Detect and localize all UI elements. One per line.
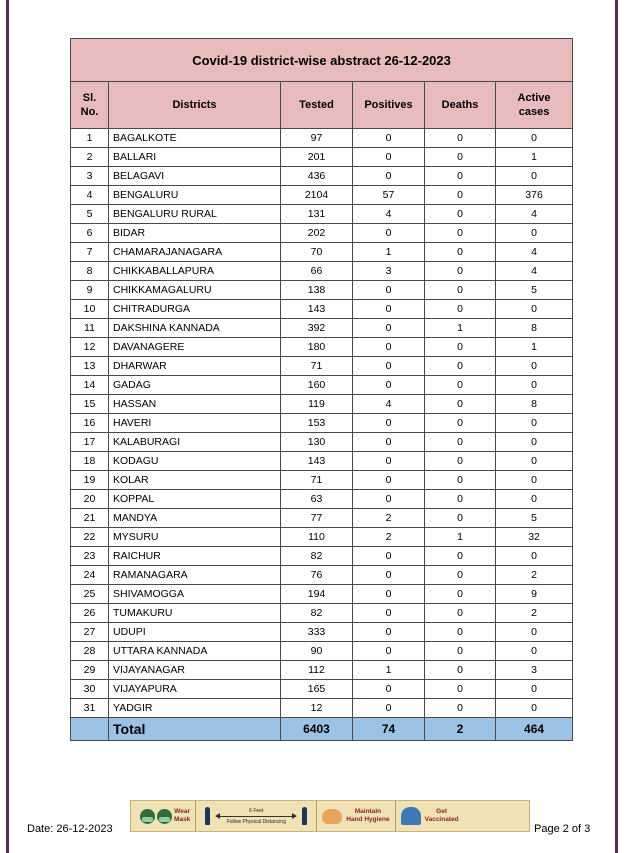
- deaths-cell: 0: [425, 186, 496, 205]
- deaths-cell: 0: [425, 661, 496, 680]
- positives-cell: 2: [353, 528, 425, 547]
- district-cell: BAGALKOTE: [109, 129, 281, 148]
- tested-cell: 194: [281, 585, 353, 604]
- table-row: [71, 205, 573, 224]
- sl-no-cell: 17: [71, 433, 109, 452]
- deaths-cell: 0: [425, 205, 496, 224]
- mask-face-icon: [140, 809, 155, 824]
- table-row: [71, 376, 573, 395]
- active-cell: 0: [496, 623, 573, 642]
- active-cell: 0: [496, 471, 573, 490]
- sl-no-cell: 10: [71, 300, 109, 319]
- table-row: [71, 338, 573, 357]
- sl-no-cell: 4: [71, 186, 109, 205]
- tested-cell: 143: [281, 300, 353, 319]
- deaths-cell: 0: [425, 623, 496, 642]
- district-cell: VIJAYAPURA: [109, 680, 281, 699]
- active-cell: 5: [496, 281, 573, 300]
- sl-no-cell: 8: [71, 262, 109, 281]
- deaths-cell: 0: [425, 167, 496, 186]
- sl-no-cell: 19: [71, 471, 109, 490]
- double-arrow-icon: [216, 816, 296, 817]
- district-cell: UDUPI: [109, 623, 281, 642]
- follow-distancing-label: Follow Physical Distancing: [226, 818, 286, 825]
- tested-cell: 160: [281, 376, 353, 395]
- total-label: Total: [109, 718, 281, 741]
- sl-no-cell: 3: [71, 167, 109, 186]
- table-row: [71, 452, 573, 471]
- active-cell: 4: [496, 262, 573, 281]
- sl-no-cell: 31: [71, 699, 109, 718]
- positives-cell: 1: [353, 243, 425, 262]
- active-cell: 5: [496, 509, 573, 528]
- positives-cell: 0: [353, 490, 425, 509]
- vaccination-segment: [396, 801, 464, 831]
- sl-no-cell: 29: [71, 661, 109, 680]
- table-row: [71, 186, 573, 205]
- tested-cell: 12: [281, 699, 353, 718]
- district-cell: DAKSHINA KANNADA: [109, 319, 281, 338]
- active-cell: 0: [496, 452, 573, 471]
- total-row: [71, 718, 573, 741]
- district-cell: RAICHUR: [109, 547, 281, 566]
- deaths-cell: 0: [425, 680, 496, 699]
- positives-cell: 0: [353, 281, 425, 300]
- district-cell: BELAGAVI: [109, 167, 281, 186]
- active-cell: 1: [496, 148, 573, 167]
- sl-no-cell: 2: [71, 148, 109, 167]
- header-sl-no: Sl. No.: [71, 82, 109, 129]
- positives-cell: 0: [353, 680, 425, 699]
- active-cell: 4: [496, 243, 573, 262]
- table-row: [71, 547, 573, 566]
- sl-no-cell: 30: [71, 680, 109, 699]
- sl-no-cell: 16: [71, 414, 109, 433]
- positives-cell: 0: [353, 452, 425, 471]
- tested-cell: 180: [281, 338, 353, 357]
- deaths-cell: 1: [425, 528, 496, 547]
- positives-cell: 0: [353, 547, 425, 566]
- sl-no-cell: 11: [71, 319, 109, 338]
- table-row: [71, 528, 573, 547]
- active-cell: 0: [496, 129, 573, 148]
- district-cell: KOLAR: [109, 471, 281, 490]
- table-row: [71, 395, 573, 414]
- positives-cell: 0: [353, 433, 425, 452]
- table-row: [71, 167, 573, 186]
- person-icon: [205, 807, 210, 825]
- table-row: [71, 319, 573, 338]
- district-cell: BALLARI: [109, 148, 281, 167]
- positives-cell: 0: [353, 604, 425, 623]
- tested-cell: 392: [281, 319, 353, 338]
- sl-no-cell: 28: [71, 642, 109, 661]
- tested-cell: 2104: [281, 186, 353, 205]
- deaths-cell: 0: [425, 547, 496, 566]
- tested-cell: 202: [281, 224, 353, 243]
- tested-cell: 333: [281, 623, 353, 642]
- district-cell: KODAGU: [109, 452, 281, 471]
- table-row: [71, 509, 573, 528]
- district-cell: YADGIR: [109, 699, 281, 718]
- deaths-cell: 0: [425, 243, 496, 262]
- district-cell: CHAMARAJANAGARA: [109, 243, 281, 262]
- positives-cell: 0: [353, 471, 425, 490]
- positives-cell: 57: [353, 186, 425, 205]
- table-row: [71, 262, 573, 281]
- sl-no-cell: 25: [71, 585, 109, 604]
- header-districts: Districts: [109, 82, 281, 129]
- active-cell: 9: [496, 585, 573, 604]
- tested-cell: 138: [281, 281, 353, 300]
- tested-cell: 71: [281, 357, 353, 376]
- tested-cell: 90: [281, 642, 353, 661]
- table-row: [71, 281, 573, 300]
- deaths-cell: 0: [425, 338, 496, 357]
- district-cell: MANDYA: [109, 509, 281, 528]
- table-row: [71, 642, 573, 661]
- deaths-cell: 0: [425, 224, 496, 243]
- sl-no-cell: 18: [71, 452, 109, 471]
- active-cell: 0: [496, 167, 573, 186]
- page-border-left: [6, 0, 9, 853]
- vaccination-doctor-icon: [401, 807, 421, 825]
- table-row: [71, 585, 573, 604]
- tested-cell: 63: [281, 490, 353, 509]
- district-cell: BIDAR: [109, 224, 281, 243]
- district-cell: HASSAN: [109, 395, 281, 414]
- deaths-cell: 0: [425, 395, 496, 414]
- page-number: Page 2 of 3: [534, 823, 591, 835]
- positives-cell: 4: [353, 205, 425, 224]
- header-row: [71, 82, 573, 129]
- tested-cell: 71: [281, 471, 353, 490]
- wear-mask-segment: [135, 801, 196, 831]
- active-cell: 2: [496, 604, 573, 623]
- district-cell: GADAG: [109, 376, 281, 395]
- positives-cell: 0: [353, 148, 425, 167]
- active-cell: 0: [496, 414, 573, 433]
- tested-cell: 436: [281, 167, 353, 186]
- positives-cell: 0: [353, 642, 425, 661]
- sl-no-cell: 15: [71, 395, 109, 414]
- get-label: Get: [436, 808, 448, 815]
- table-row: [71, 490, 573, 509]
- active-cell: 8: [496, 395, 573, 414]
- tested-cell: 153: [281, 414, 353, 433]
- district-cell: DHARWAR: [109, 357, 281, 376]
- deaths-cell: 0: [425, 699, 496, 718]
- deaths-cell: 0: [425, 509, 496, 528]
- covid-guidelines-banner: [130, 800, 530, 832]
- deaths-cell: 0: [425, 129, 496, 148]
- total-blank-cell: [71, 718, 109, 741]
- active-cell: 8: [496, 319, 573, 338]
- tested-cell: 66: [281, 262, 353, 281]
- positives-cell: 0: [353, 224, 425, 243]
- active-cell: 0: [496, 699, 573, 718]
- header-positives: Positives: [353, 82, 425, 129]
- positives-cell: 2: [353, 509, 425, 528]
- table-row: [71, 224, 573, 243]
- sl-no-cell: 23: [71, 547, 109, 566]
- district-cell: MYSURU: [109, 528, 281, 547]
- table-row: [71, 243, 573, 262]
- tested-cell: 165: [281, 680, 353, 699]
- district-cell: BENGALURU: [109, 186, 281, 205]
- active-cell: 1: [496, 338, 573, 357]
- deaths-cell: 0: [425, 452, 496, 471]
- positives-cell: 1: [353, 661, 425, 680]
- deaths-cell: 0: [425, 376, 496, 395]
- district-abstract-table: [70, 38, 573, 741]
- district-cell: CHIKKAMAGALURU: [109, 281, 281, 300]
- active-cell: 0: [496, 680, 573, 699]
- positives-cell: 0: [353, 376, 425, 395]
- tested-cell: 70: [281, 243, 353, 262]
- table-row: [71, 357, 573, 376]
- deaths-cell: 0: [425, 585, 496, 604]
- total-deaths: 2: [425, 718, 496, 741]
- sl-no-cell: 26: [71, 604, 109, 623]
- sl-no-cell: 13: [71, 357, 109, 376]
- sl-no-cell: 22: [71, 528, 109, 547]
- table-row: [71, 433, 573, 452]
- tested-cell: 82: [281, 604, 353, 623]
- header-deaths: Deaths: [425, 82, 496, 129]
- positives-cell: 0: [353, 319, 425, 338]
- deaths-cell: 0: [425, 433, 496, 452]
- positives-cell: 0: [353, 566, 425, 585]
- positives-cell: 0: [353, 414, 425, 433]
- deaths-cell: 1: [425, 319, 496, 338]
- sl-no-cell: 27: [71, 623, 109, 642]
- table-row: [71, 471, 573, 490]
- table-row: [71, 566, 573, 585]
- tested-cell: 97: [281, 129, 353, 148]
- district-cell: TUMAKURU: [109, 604, 281, 623]
- hand-hygiene-segment: [317, 801, 395, 831]
- table-row: [71, 661, 573, 680]
- table-row: [71, 623, 573, 642]
- active-cell: 0: [496, 490, 573, 509]
- district-cell: KALABURAGI: [109, 433, 281, 452]
- deaths-cell: 0: [425, 604, 496, 623]
- vaccinated-label: Vaccinated: [424, 816, 459, 823]
- distancing-segment: [196, 801, 317, 831]
- six-feet-label: 6 Feet: [249, 807, 264, 814]
- wear-label: Wear: [174, 808, 191, 815]
- active-cell: 0: [496, 547, 573, 566]
- tested-cell: 112: [281, 661, 353, 680]
- district-cell: HAVERI: [109, 414, 281, 433]
- tested-cell: 131: [281, 205, 353, 224]
- mask-label: Mask: [174, 816, 191, 823]
- positives-cell: 0: [353, 357, 425, 376]
- total-active: 464: [496, 718, 573, 741]
- sl-no-cell: 14: [71, 376, 109, 395]
- page-border-right: [615, 0, 618, 853]
- sl-no-cell: 5: [71, 205, 109, 224]
- positives-cell: 0: [353, 699, 425, 718]
- table-row: [71, 148, 573, 167]
- tested-cell: 201: [281, 148, 353, 167]
- active-cell: 0: [496, 357, 573, 376]
- deaths-cell: 0: [425, 566, 496, 585]
- district-cell: BENGALURU RURAL: [109, 205, 281, 224]
- district-cell: CHIKKABALLAPURA: [109, 262, 281, 281]
- district-cell: RAMANAGARA: [109, 566, 281, 585]
- table-row: [71, 300, 573, 319]
- tested-cell: 119: [281, 395, 353, 414]
- deaths-cell: 0: [425, 281, 496, 300]
- positives-cell: 3: [353, 262, 425, 281]
- positives-cell: 4: [353, 395, 425, 414]
- tested-cell: 110: [281, 528, 353, 547]
- mask-face-icon: [157, 809, 172, 824]
- footer-date: Date: 26-12-2023: [27, 823, 113, 835]
- deaths-cell: 0: [425, 414, 496, 433]
- table-row: [71, 680, 573, 699]
- maintain-label: Maintain: [354, 808, 382, 815]
- sl-no-cell: 20: [71, 490, 109, 509]
- district-cell: DAVANAGERE: [109, 338, 281, 357]
- sl-no-cell: 21: [71, 509, 109, 528]
- district-cell: SHIVAMOGGA: [109, 585, 281, 604]
- active-cell: 2: [496, 566, 573, 585]
- active-cell: 0: [496, 224, 573, 243]
- deaths-cell: 0: [425, 262, 496, 281]
- positives-cell: 0: [353, 129, 425, 148]
- active-cell: 376: [496, 186, 573, 205]
- deaths-cell: 0: [425, 642, 496, 661]
- total-positives: 74: [353, 718, 425, 741]
- header-tested: Tested: [281, 82, 353, 129]
- hand-wash-icon: [322, 809, 342, 824]
- positives-cell: 0: [353, 338, 425, 357]
- header-active-cases: Active cases: [496, 82, 573, 129]
- tested-cell: 76: [281, 566, 353, 585]
- active-cell: 0: [496, 642, 573, 661]
- district-cell: VIJAYANAGAR: [109, 661, 281, 680]
- active-cell: 0: [496, 433, 573, 452]
- active-cell: 32: [496, 528, 573, 547]
- table-row: [71, 414, 573, 433]
- deaths-cell: 0: [425, 471, 496, 490]
- table-row: [71, 129, 573, 148]
- deaths-cell: 0: [425, 357, 496, 376]
- table-title: Covid-19 district-wise abstract 26-12-2023: [71, 39, 573, 82]
- table-row: [71, 604, 573, 623]
- sl-no-cell: 7: [71, 243, 109, 262]
- district-cell: CHITRADURGA: [109, 300, 281, 319]
- deaths-cell: 0: [425, 490, 496, 509]
- district-cell: UTTARA KANNADA: [109, 642, 281, 661]
- active-cell: 0: [496, 300, 573, 319]
- positives-cell: 0: [353, 585, 425, 604]
- table-row: [71, 699, 573, 718]
- tested-cell: 130: [281, 433, 353, 452]
- tested-cell: 143: [281, 452, 353, 471]
- positives-cell: 0: [353, 167, 425, 186]
- total-tested: 6403: [281, 718, 353, 741]
- district-cell: KOPPAL: [109, 490, 281, 509]
- sl-no-cell: 24: [71, 566, 109, 585]
- active-cell: 4: [496, 205, 573, 224]
- sl-no-cell: 6: [71, 224, 109, 243]
- positives-cell: 0: [353, 623, 425, 642]
- deaths-cell: 0: [425, 148, 496, 167]
- deaths-cell: 0: [425, 300, 496, 319]
- positives-cell: 0: [353, 300, 425, 319]
- tested-cell: 77: [281, 509, 353, 528]
- hygiene-label: Hand Hygiene: [346, 816, 390, 823]
- active-cell: 3: [496, 661, 573, 680]
- sl-no-cell: 1: [71, 129, 109, 148]
- sl-no-cell: 12: [71, 338, 109, 357]
- sl-no-cell: 9: [71, 281, 109, 300]
- active-cell: 0: [496, 376, 573, 395]
- person-icon: [302, 807, 307, 825]
- tested-cell: 82: [281, 547, 353, 566]
